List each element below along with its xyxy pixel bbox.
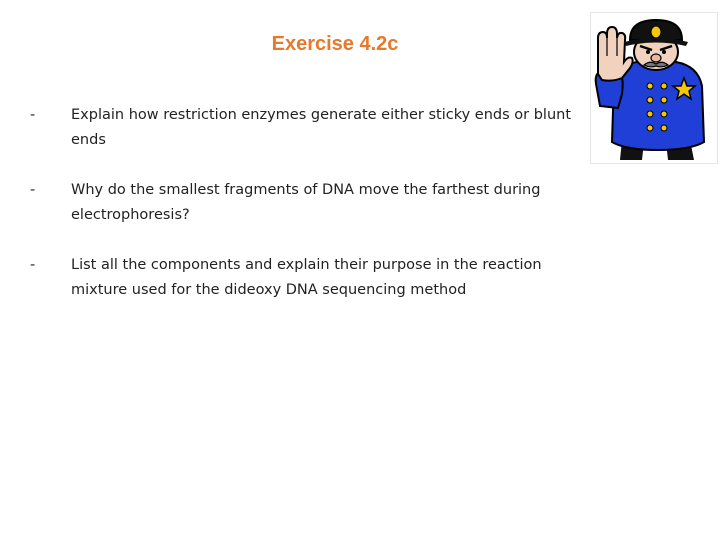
bullet-text: Explain how restriction enzymes generate either sticky ends or blunt ends [71,107,572,148]
bullet-item [30,253,590,303]
bullet-marker: - [30,107,36,123]
bullet-text: List all the components and explain their purpose in the reaction mixture used for the dideoxy DNA sequencing method [71,257,542,298]
bullet-marker: - [30,182,36,198]
bullet-item [30,103,590,153]
bullet-marker: - [30,257,36,273]
bullet-text: Why do the smallest fragments of DNA move the farthest during electrophoresis? [71,182,541,223]
slide-title: Exercise 4.2c [271,33,399,55]
bullet-item [30,178,590,228]
police-officer-stop-icon [590,12,718,164]
bullet-list [30,103,590,303]
